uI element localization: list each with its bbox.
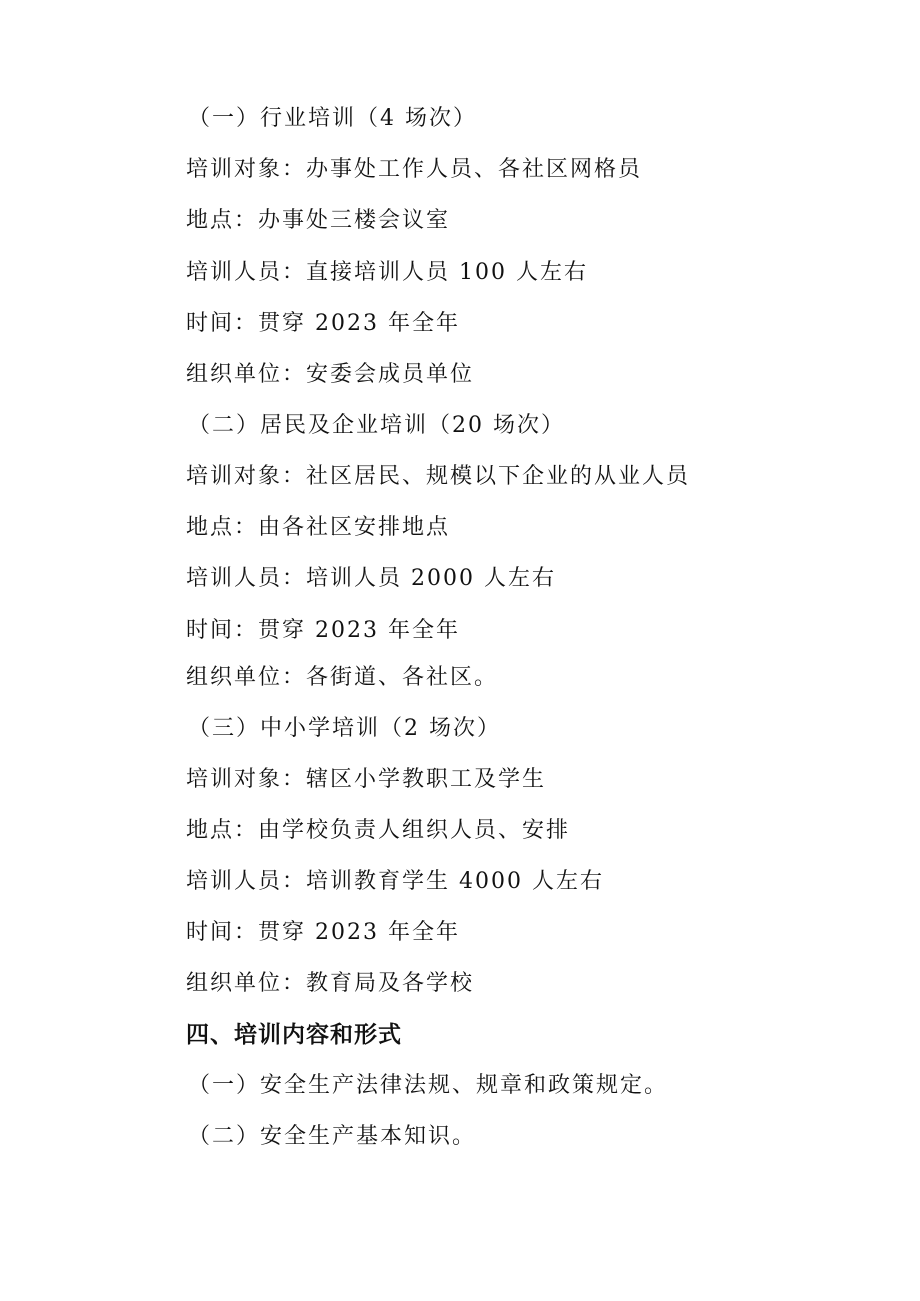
section-2-field-time: 时间：贯穿 2023 年全年 <box>186 618 460 643</box>
section-1-field-time: 时间：贯穿 2023 年全年 <box>186 311 460 336</box>
section-3-field-organizer: 组织单位：教育局及各学校 <box>186 971 475 996</box>
section-2-field-location: 地点：由各社区安排地点 <box>186 515 451 540</box>
chapter-heading: 四、培训内容和形式 <box>186 1022 402 1048</box>
section-2-title: （二）居民及企业培训（20 场次） <box>188 413 565 438</box>
section-1-field-trainees: 培训人员：直接培训人员 100 人左右 <box>186 260 588 285</box>
chapter-item-2: （二）安全生产基本知识。 <box>188 1124 477 1149</box>
section-2-field-trainees: 培训人员：培训人员 2000 人左右 <box>186 566 556 591</box>
chapter-item-1: （一）安全生产法律法规、规章和政策规定。 <box>188 1073 669 1098</box>
section-3-field-target: 培训对象：辖区小学教职工及学生 <box>186 767 547 792</box>
section-3-field-location: 地点：由学校负责人组织人员、安排 <box>186 818 571 843</box>
section-3-field-trainees: 培训人员：培训教育学生 4000 人左右 <box>186 869 604 894</box>
section-3-field-time: 时间：贯穿 2023 年全年 <box>186 920 460 945</box>
section-1-title: （一）行业培训（4 场次） <box>188 106 477 131</box>
section-1-field-location: 地点：办事处三楼会议室 <box>186 208 451 233</box>
section-1-field-organizer: 组织单位：安委会成员单位 <box>186 362 475 387</box>
section-1-field-target: 培训对象：办事处工作人员、各社区网格员 <box>186 157 643 182</box>
section-2-field-target: 培训对象：社区居民、规模以下企业的从业人员 <box>186 464 691 489</box>
section-2-field-organizer: 组织单位：各街道、各社区。 <box>186 665 499 690</box>
section-3-title: （三）中小学培训（2 场次） <box>188 716 501 741</box>
